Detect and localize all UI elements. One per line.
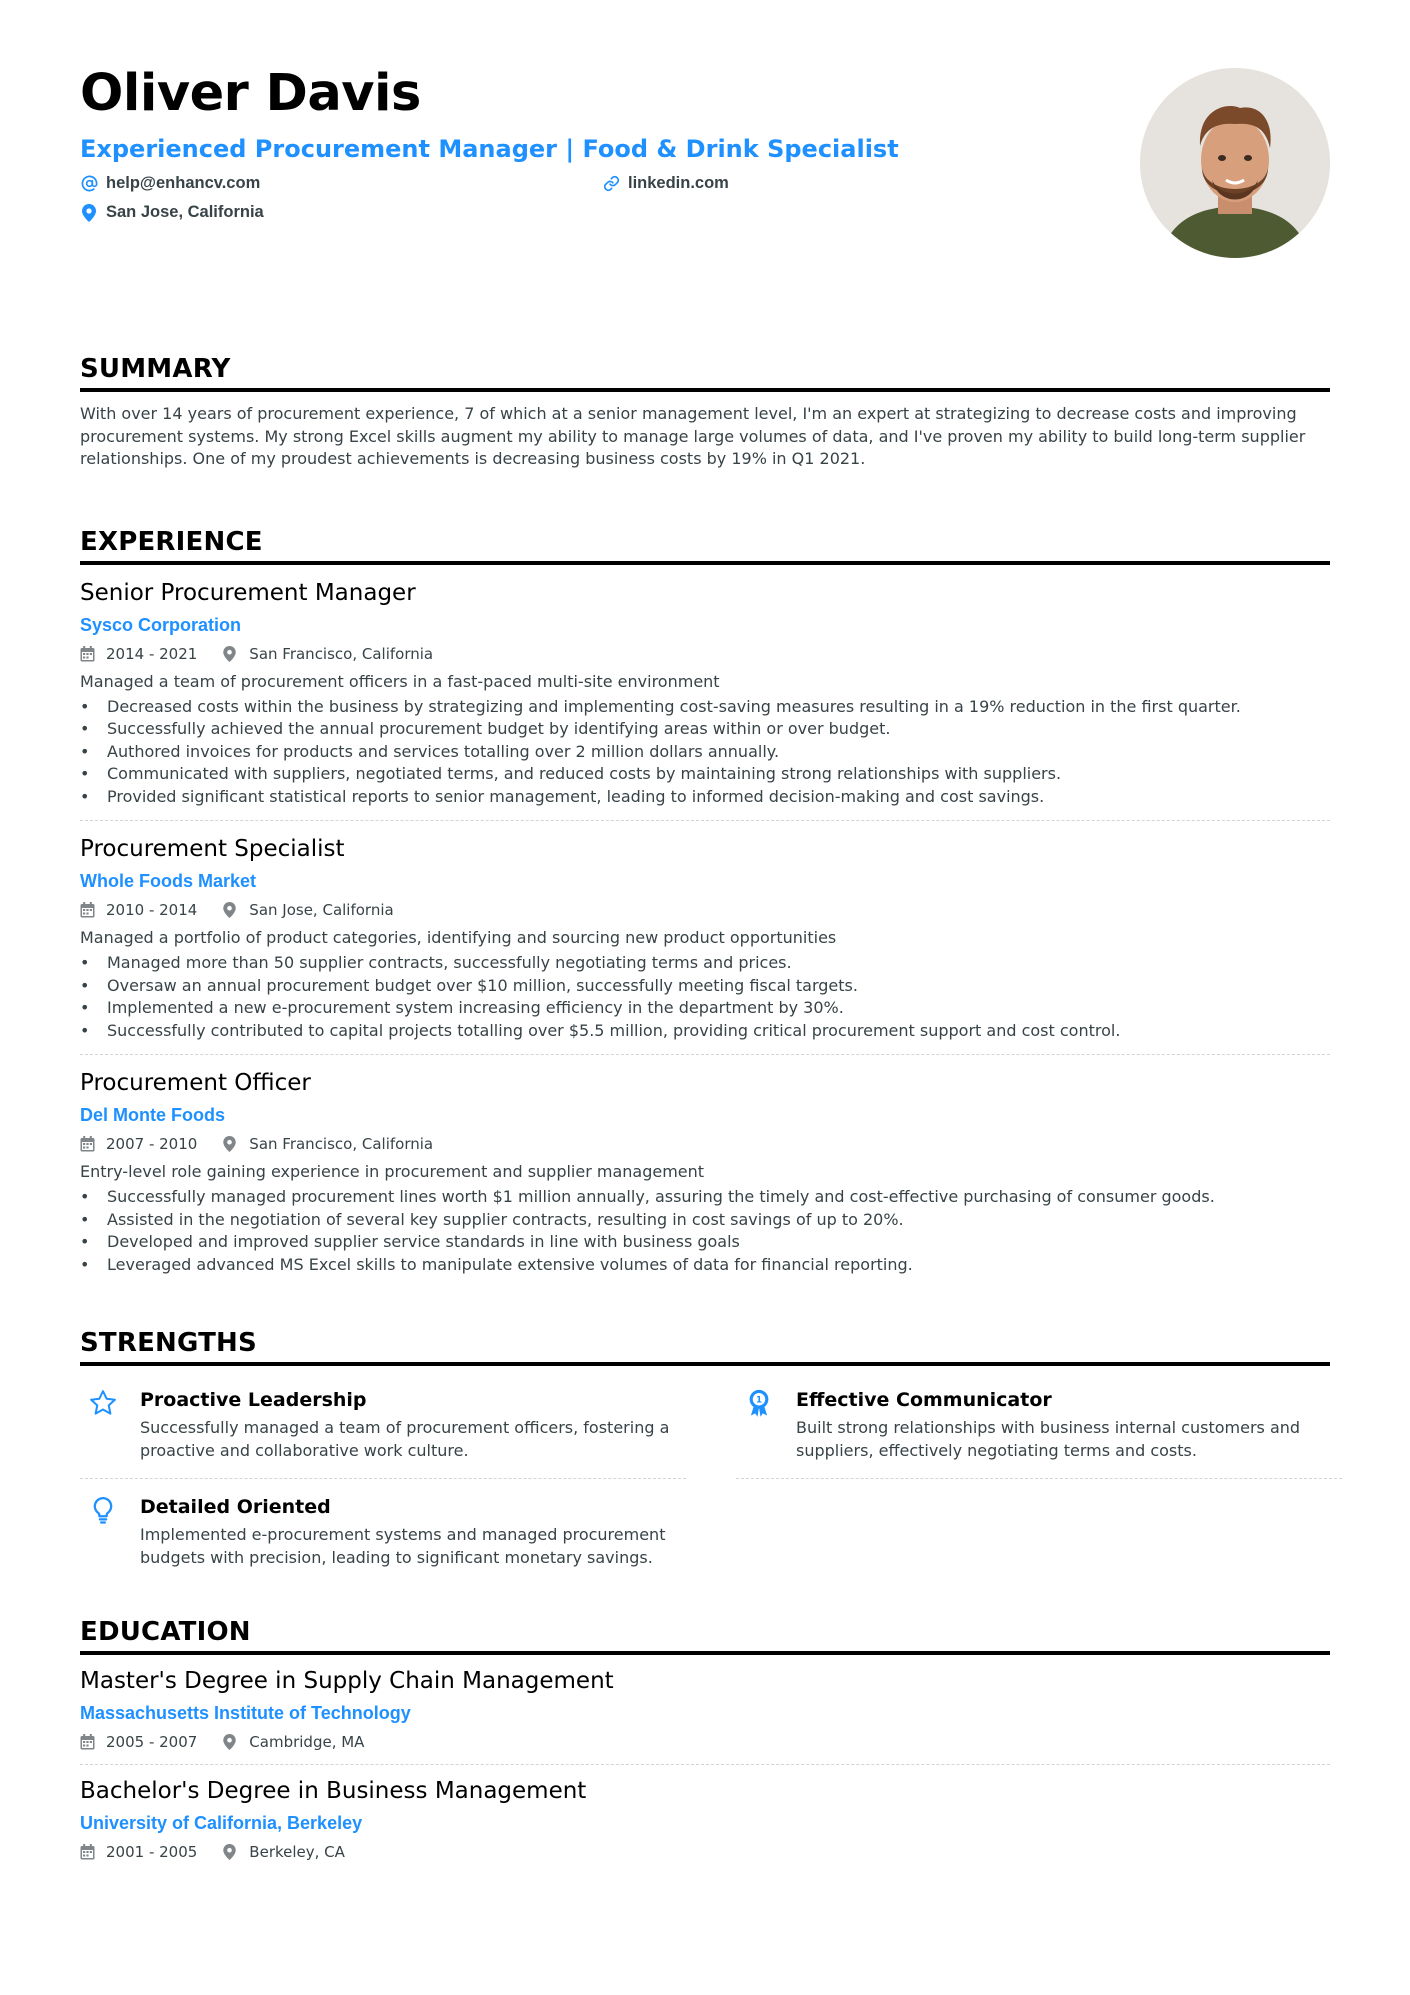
candidate-headline: Experienced Procurement Manager | Food & Drink Specialist — [80, 135, 899, 163]
job-location — [223, 900, 393, 920]
strength-description: Built strong relationships with business internal customers and suppliers, effectively negotiating terms and costs. — [796, 1418, 1301, 1460]
job-bullets — [80, 696, 1330, 809]
strength-item — [80, 1479, 686, 1585]
summary-section — [80, 352, 1330, 471]
lightbulb-icon — [88, 1495, 118, 1525]
at-sign-icon — [80, 175, 98, 193]
job-meta — [80, 644, 1330, 664]
job-bullet: • Implemented a new e-procurement system increasing efficiency in the department by 30%. — [80, 997, 1330, 1020]
job-bullet: • Successfully managed procurement lines worth $1 million annually, assuring the timely and cost-effective purchasing of consumer goods. — [80, 1186, 1330, 1209]
email-text[interactable]: help@enhancv.com — [106, 174, 261, 192]
svg-text:1: 1 — [755, 1395, 763, 1406]
strength-item — [736, 1372, 1342, 1479]
job-bullet: • Oversaw an annual procurement budget over $10 million, successfully meeting fiscal targets. — [80, 975, 1330, 998]
job-title: Senior Procurement Manager — [80, 579, 416, 606]
strengths-grid — [80, 1372, 1330, 1585]
job-bullet: • Decreased costs within the business by strategizing and implementing cost-saving measures resulting in a 19% reduction in the first quarter. — [80, 696, 1330, 719]
strength-description: Successfully managed a team of procurement officers, fostering a proactive and collaborative work culture. — [140, 1418, 670, 1460]
map-pin-icon — [223, 1734, 239, 1750]
award-icon — [744, 1388, 774, 1418]
job-title: Procurement Specialist — [80, 836, 345, 862]
company-name: Del Monte Foods — [80, 1105, 225, 1125]
education-entry — [80, 1655, 1330, 1752]
job-bullet: • Authored invoices for products and services totalling over 2 million dollars annually. — [80, 741, 1330, 764]
job-location-text: San Francisco, California — [249, 644, 434, 663]
education-meta — [80, 1842, 1330, 1862]
job-entry — [80, 820, 1330, 1042]
job-location-text: San Jose, California — [249, 901, 394, 919]
location-text: San Jose, California — [106, 203, 264, 221]
job-entry — [80, 1054, 1330, 1276]
resume-header — [80, 58, 1330, 290]
experience-section — [80, 525, 1330, 1277]
strengths-heading: STRENGTHS — [80, 1326, 1330, 1366]
education-dates: 2001 - 2005 — [106, 1843, 198, 1861]
job-bullets — [80, 952, 1330, 1042]
email-contact[interactable] — [80, 174, 260, 193]
job-entry — [80, 565, 1330, 809]
degree-title: Bachelor's Degree in Business Management — [80, 1778, 587, 1804]
strength-title: Detailed Oriented — [140, 1496, 331, 1518]
degree-title: Master's Degree in Supply Chain Management — [80, 1668, 614, 1694]
job-location — [223, 1134, 433, 1154]
linkedin-contact[interactable] — [602, 174, 729, 193]
education-section — [80, 1615, 1330, 1862]
star-icon — [88, 1388, 118, 1418]
education-entry — [80, 1764, 1330, 1862]
summary-heading: SUMMARY — [80, 352, 1330, 392]
linkedin-text[interactable]: linkedin.com — [628, 174, 729, 192]
job-dates: 2007 - 2010 — [106, 1135, 198, 1153]
calendar-icon — [80, 646, 96, 662]
profile-photo — [1140, 68, 1330, 258]
job-title: Procurement Officer — [80, 1070, 311, 1096]
map-pin-icon — [223, 1844, 239, 1860]
education-location-text: Berkeley, CA — [249, 1843, 345, 1861]
job-description: Managed a portfolio of product categories, identifying and sourcing new product opportunities — [80, 928, 837, 947]
location-contact — [80, 203, 264, 222]
experience-heading: EXPERIENCE — [80, 525, 1330, 565]
education-location-text: Cambridge, MA — [249, 1733, 365, 1751]
job-bullet: • Successfully contributed to capital projects totalling over $5.5 million, providing critical procurement support and cost control. — [80, 1020, 1330, 1043]
company-name: Sysco Corporation — [80, 614, 242, 635]
strength-item — [80, 1372, 686, 1479]
education-heading: EDUCATION — [80, 1615, 1330, 1655]
job-dates: 2010 - 2014 — [106, 901, 198, 919]
link-icon — [602, 175, 620, 193]
calendar-icon — [80, 1136, 96, 1152]
map-pin-icon — [223, 902, 239, 918]
map-pin-icon — [223, 646, 239, 662]
job-bullet: • Assisted in the negotiation of several key supplier contracts, resulting in cost savings of up to 20%. — [80, 1209, 1330, 1232]
education-location — [223, 1732, 364, 1752]
job-bullet: • Successfully achieved the annual procurement budget by identifying areas within or over budget. — [80, 718, 1330, 741]
map-pin-icon — [223, 1136, 239, 1152]
summary-text: With over 14 years of procurement experience, 7 of which at a senior management level, I'm an expert at strategizing to decrease costs and improving procurement systems. My strong Excel skills augment my ability to manage large volumes of data, and I've proven my ability to build long-term supplier relationships. One of my proudest achievements is decreasing business costs by 19% in Q1 2021. — [80, 404, 1306, 468]
education-location — [223, 1842, 345, 1862]
school-name: University of California, Berkeley — [80, 1813, 363, 1833]
calendar-icon — [80, 1844, 96, 1860]
job-bullet: • Leveraged advanced MS Excel skills to manipulate extensive volumes of data for financial reporting. — [80, 1254, 1330, 1277]
calendar-icon — [80, 1734, 96, 1750]
strength-title: Effective Communicator — [796, 1389, 1052, 1411]
job-bullet: • Communicated with suppliers, negotiated terms, and reduced costs by maintaining strong relationships with suppliers. — [80, 763, 1330, 786]
job-location-text: San Francisco, California — [249, 1135, 434, 1153]
job-meta — [80, 900, 1330, 920]
candidate-name: Oliver Davis — [80, 64, 421, 123]
job-location — [223, 644, 433, 664]
job-description: Managed a team of procurement officers in a fast-paced multi-site environment — [80, 671, 720, 691]
job-bullets — [80, 1186, 1330, 1276]
job-bullet: • Provided significant statistical reports to senior management, leading to informed decision-making and cost savings. — [80, 786, 1330, 809]
job-dates: 2014 - 2021 — [106, 644, 198, 663]
job-bullet: • Developed and improved supplier service standards in line with business goals — [80, 1231, 1330, 1254]
calendar-icon — [80, 902, 96, 918]
education-dates: 2005 - 2007 — [106, 1733, 198, 1751]
strengths-section — [80, 1326, 1330, 1585]
strength-description: Implemented e-procurement systems and managed procurement budgets with precision, leading to significant monetary savings. — [140, 1525, 666, 1567]
job-meta — [80, 1134, 1330, 1154]
job-description: Entry-level role gaining experience in procurement and supplier management — [80, 1162, 705, 1181]
contact-info — [80, 174, 1080, 236]
education-meta — [80, 1732, 1330, 1752]
company-name: Whole Foods Market — [80, 871, 257, 891]
job-bullet: • Managed more than 50 supplier contracts, successfully negotiating terms and prices. — [80, 952, 1330, 975]
map-pin-icon — [80, 204, 98, 222]
school-name: Massachusetts Institute of Technology — [80, 1703, 411, 1723]
strength-title: Proactive Leadership — [140, 1389, 367, 1411]
